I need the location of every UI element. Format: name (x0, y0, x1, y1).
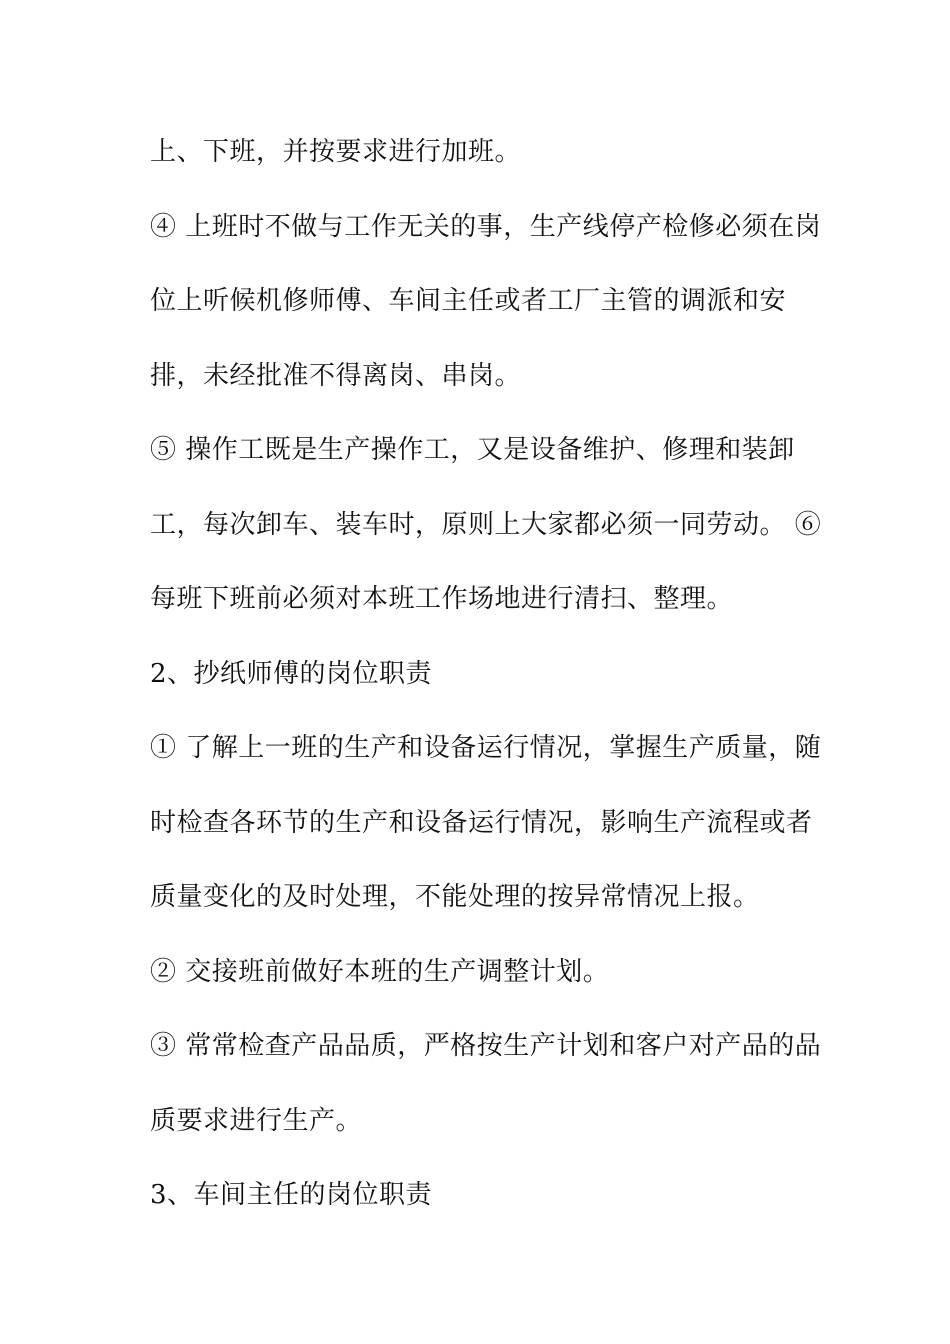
section-heading: 3、车间主任的岗位职责 (150, 1180, 433, 1210)
text-line: 质量变化的及时处理，不能处理的按异常情况上报。 (150, 882, 760, 912)
text-line: 排，未经批准不得离岗、串岗。 (150, 361, 522, 391)
text-line: ④ 上班时不做与工作无关的事，生产线停产检修必须在岗 (150, 212, 822, 242)
text-line: ⑤ 操作工既是生产操作工，又是设备维护、修理和装卸 (150, 435, 795, 465)
text-line: ② 交接班前做好本班的生产调整计划。 (150, 957, 610, 987)
text-line: 位上听候机修师傅、车间主任或者工厂主管的调派和安 (150, 286, 787, 316)
text-line: 时检查各环节的生产和设备运行情况，影响生产流程或者 (150, 808, 813, 838)
section-heading: 2、抄纸师傅的岗位职责 (150, 659, 433, 689)
text-line: 每班下班前必须对本班工作场地进行清扫、整理。 (150, 584, 734, 614)
text-line: ③ 常常检查产品品质，严格按生产计划和客户对产品的品 (150, 1031, 822, 1061)
text-line: ① 了解上一班的生产和设备运行情况，掌握生产质量，随 (150, 733, 822, 763)
text-line: 质要求进行生产。 (150, 1106, 363, 1136)
text-line: 上、下班，并按要求进行加班。 (150, 137, 522, 167)
text-line: 工，每次卸车、装车时，原则上大家都必须一同劳动。 ⑥ (150, 510, 822, 540)
